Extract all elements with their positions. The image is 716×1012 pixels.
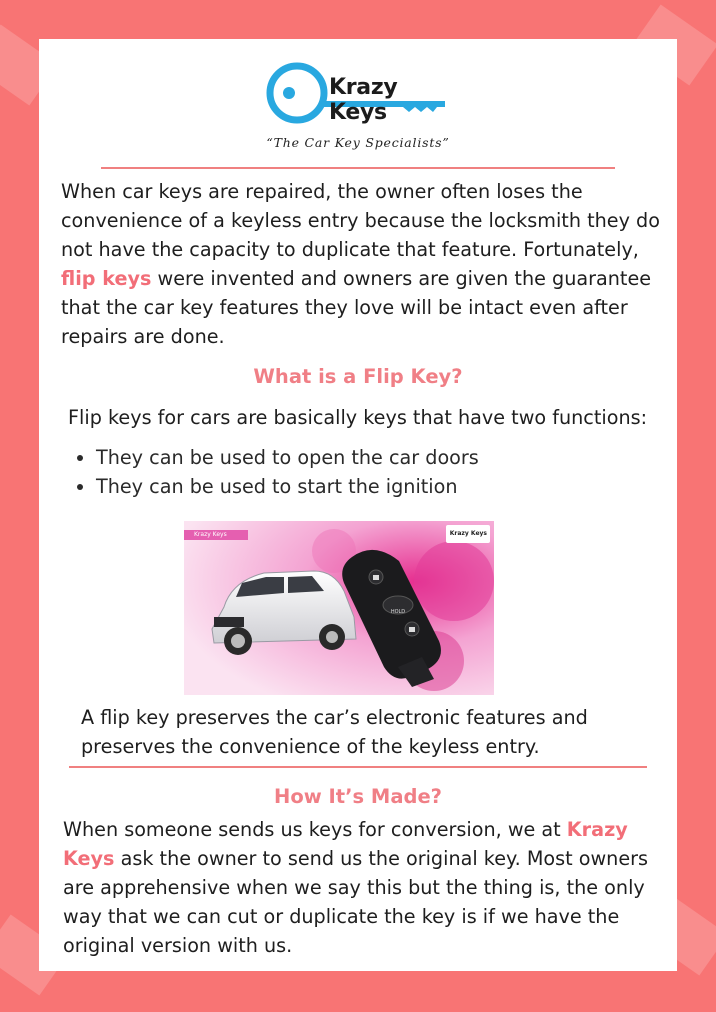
section-heading: How It’s Made? bbox=[274, 785, 442, 808]
function-list bbox=[75, 443, 479, 501]
tagline: “The Car Key Specialists” bbox=[266, 135, 450, 150]
caption: A flip key preserves the car’s electronic features and preserves the convenience of the keyless entry. bbox=[81, 706, 588, 758]
section-heading: What is a Flip Key? bbox=[253, 365, 463, 388]
hold-label: HOLD bbox=[390, 609, 406, 615]
divider bbox=[101, 167, 615, 169]
krazy-keys-logo bbox=[265, 53, 455, 133]
how-made-text-rest: ask the owner to send us the original key. Most owners are apprehensive when we say this but the thing is, the only way that we can cut or duplicate the key is if we have the original version with us. bbox=[63, 847, 649, 957]
how-made-paragraph bbox=[63, 815, 663, 960]
flip-keys-highlight: flip keys bbox=[61, 267, 152, 290]
photo-logo: Krazy Keys bbox=[446, 525, 490, 543]
krazy-keys-highlight: Krazy Keys bbox=[63, 818, 628, 870]
photo-brand-tag: Krazy Keys bbox=[184, 530, 248, 540]
flip-key-photo bbox=[184, 521, 494, 695]
intro-paragraph bbox=[61, 177, 661, 351]
intro-text-rest: were invented and owners are given the guarantee that the car key features they love will be intact even after repairs are done. bbox=[61, 267, 652, 348]
divider bbox=[69, 766, 647, 768]
how-made-text: When someone sends us keys for conversion, we at bbox=[63, 818, 567, 841]
intro-text: When car keys are repaired, the owner often loses the convenience of a keyless entry because the locksmith they do not have the capacity to duplicate that feature. Fortunately, bbox=[61, 180, 660, 261]
list-item: • They can be used to open the car doors bbox=[96, 443, 479, 472]
car-and-key-image bbox=[184, 521, 494, 695]
logo-text: Krazy Keys bbox=[329, 75, 398, 125]
list-item: • They can be used to start the ignition bbox=[96, 472, 479, 501]
section-lead: Flip keys for cars are basically keys that have two functions: bbox=[68, 406, 648, 429]
document-page bbox=[39, 39, 677, 971]
